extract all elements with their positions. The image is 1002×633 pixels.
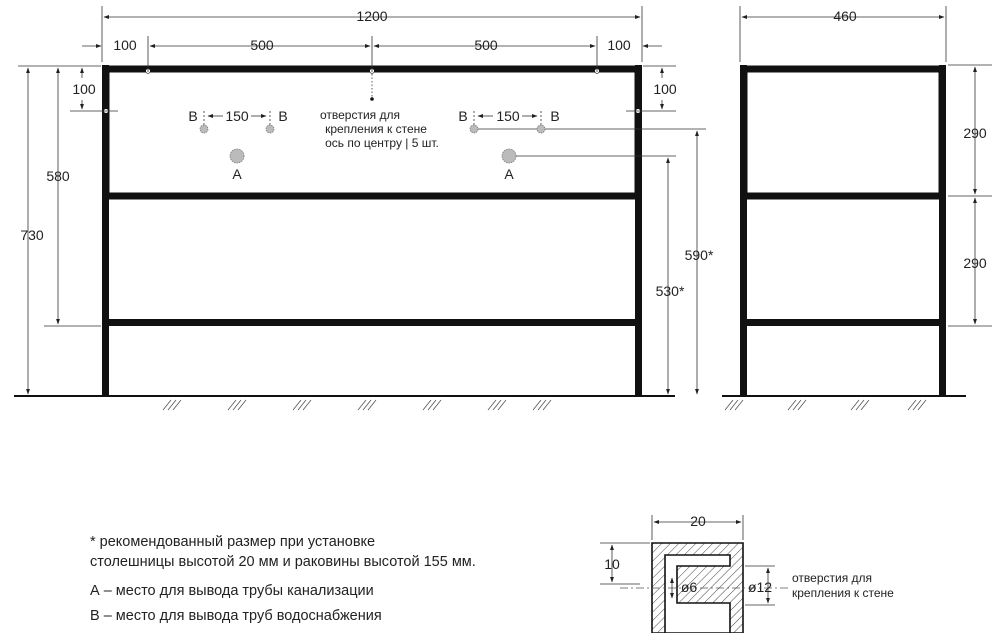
profile-detail [600, 513, 894, 633]
label-a-right: A [504, 166, 514, 182]
label-a-left: A [232, 166, 242, 182]
water-pipe-icon [200, 125, 208, 133]
right-leg [635, 65, 642, 396]
dim-seg-3: 500 [474, 37, 498, 53]
dim-seg-1: 100 [113, 37, 137, 53]
dim-height-590: 590* [684, 247, 714, 263]
legend-line-2: столешницы высотой 20 мм и раковины высотой 155 мм. [90, 554, 476, 570]
dim-seg-4: 100 [607, 37, 631, 53]
mount-point-icon [370, 97, 374, 101]
water-pipe-icon [537, 125, 545, 133]
dim-side-lower: 290 [963, 255, 987, 271]
dim-height-530: 530* [655, 283, 685, 299]
legend-line-3: А – место для вывода трубы канализации [90, 583, 374, 599]
label-b-left-1: B [188, 108, 198, 124]
dim-top-offset-left: 100 [72, 81, 96, 97]
dim-top-offset-right: 100 [653, 81, 677, 97]
lower-shelf-bar [102, 319, 642, 326]
label-b-right-2: B [550, 108, 560, 124]
dim-b-spacing-right: 150 [496, 108, 520, 124]
dim-hole-small: ø6 [680, 579, 698, 595]
side-lower-bar [740, 319, 946, 326]
side-back-leg [939, 65, 946, 396]
mount-note-line-1: отверстия для [319, 108, 401, 122]
legend-line-4: В – место для вывода труб водоснабжения [90, 608, 382, 624]
floor-hatch-side [725, 400, 926, 410]
floor-hatch-front [163, 400, 551, 410]
profile-note-line-2: крепления к стене [792, 586, 894, 600]
dim-depth: 460 [833, 8, 857, 24]
dim-side-upper: 290 [963, 125, 987, 141]
mount-note-line-3: ось по центру | 5 шт. [325, 136, 439, 150]
legend-line-1: * рекомендованный размер при установке [90, 534, 376, 550]
drain-pipe-icon [230, 149, 244, 163]
dim-b-spacing-left: 150 [225, 108, 249, 124]
side-front-leg [740, 65, 747, 396]
label-b-right-1: B [458, 108, 468, 124]
dim-profile-height: 10 [604, 556, 620, 572]
dim-height-frame: 580 [46, 168, 70, 184]
dim-hole-large: ø12 [747, 579, 773, 595]
left-leg [102, 65, 109, 396]
dim-height-total: 730 [20, 227, 44, 243]
side-upper-frame [744, 69, 942, 196]
side-view [722, 6, 992, 410]
front-view [14, 6, 714, 410]
label-b-left-2: B [278, 108, 288, 124]
dim-profile-width: 20 [690, 513, 706, 529]
legend [90, 534, 476, 624]
dim-overall-width: 1200 [356, 8, 388, 24]
mount-note-line-2: крепления к стене [325, 122, 427, 136]
profile-note-line-1: отверстия для [792, 571, 873, 585]
drain-pipe-icon [502, 149, 516, 163]
water-pipe-icon [266, 125, 274, 133]
profile-section [652, 543, 743, 633]
water-pipe-icon [470, 125, 478, 133]
dim-seg-2: 500 [250, 37, 274, 53]
